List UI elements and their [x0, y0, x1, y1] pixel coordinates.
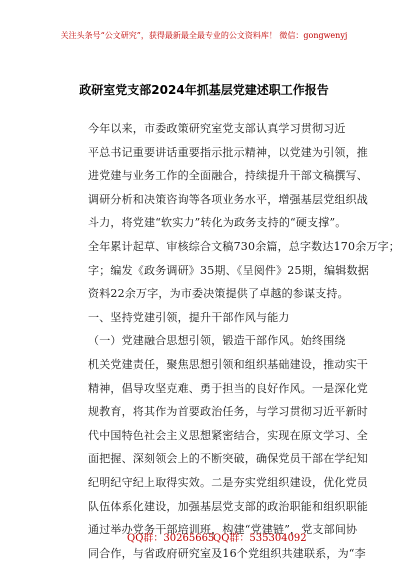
body-line: 规教育，将其作为首要政治任务，与学习贯彻习近平新时: [88, 405, 368, 419]
document-title: 政研室党支部2024年抓基层党建述职工作报告: [79, 83, 329, 97]
body-line: 资料22余万字，为市委决策提供了卓越的参谋支持。: [88, 287, 349, 301]
body-line: （一）党建融合思想引领，锻造干部作风。始终围绕: [88, 334, 346, 348]
body-line: 机关党建责任，聚焦思想引领和组织基础建设，推动实干: [88, 357, 368, 371]
body-line: 队伍体系化建设，加强基层党支部的政治职能和组织职能: [88, 499, 368, 513]
footer-qq-group-2: QQ群：535304092: [213, 533, 307, 544]
body-line: 同合作，与省政府研究室及16个党组织共建联系，为“李: [88, 546, 366, 560]
body-line: 进党建与业务工作的全面融合，持续提升干部文稿撰写、: [88, 169, 368, 183]
header-promo-note: 关注头条号“公文研究”，获得最新最全最专业的公文资料库！ 微信：gongwenyj: [60, 31, 348, 40]
body-line: 面把握、深刻领会上的不断突破，确保党员干部在学纪知: [88, 452, 368, 466]
body-line: 精神，倡导攻坚克难、勇于担当的良好作风。一是深化党: [88, 381, 368, 395]
body-line: 今年以来，市委政策研究室党支部认真学习贯彻习近: [88, 122, 346, 135]
body-line: 斗力，将党建“软实力”转化为政务支持的“硬支撑”。: [88, 216, 347, 230]
document-body: [88, 117, 400, 565]
body-line: 平总书记重要讲话重要指示批示精神，以党建为引领，推: [88, 145, 368, 159]
body-line: 字；编发《政务调研》35期、《呈阅件》25期，编辑数据: [88, 263, 369, 277]
body-line: 通过举办党务干部培训班，构建“党建链”，党支部间协: [88, 523, 358, 537]
footer-qq-group-1: QQ群：30265665: [127, 533, 215, 544]
body-line: 全年累计起草、审核综合文稿730余篇，总字数达170余万字；: [88, 239, 400, 253]
body-line: 纪明纪守纪上取得实效。二是夯实党组织建设，优化党员: [88, 475, 368, 489]
body-line: 代中国特色社会主义思想紧密结合，实现在原文学习、全: [88, 428, 368, 442]
body-line: 调研分析和决策咨询等各项业务水平，增强基层党组织战: [88, 192, 368, 206]
body-line: 一、坚持党建引领，提升干部作风与能力: [88, 310, 290, 324]
